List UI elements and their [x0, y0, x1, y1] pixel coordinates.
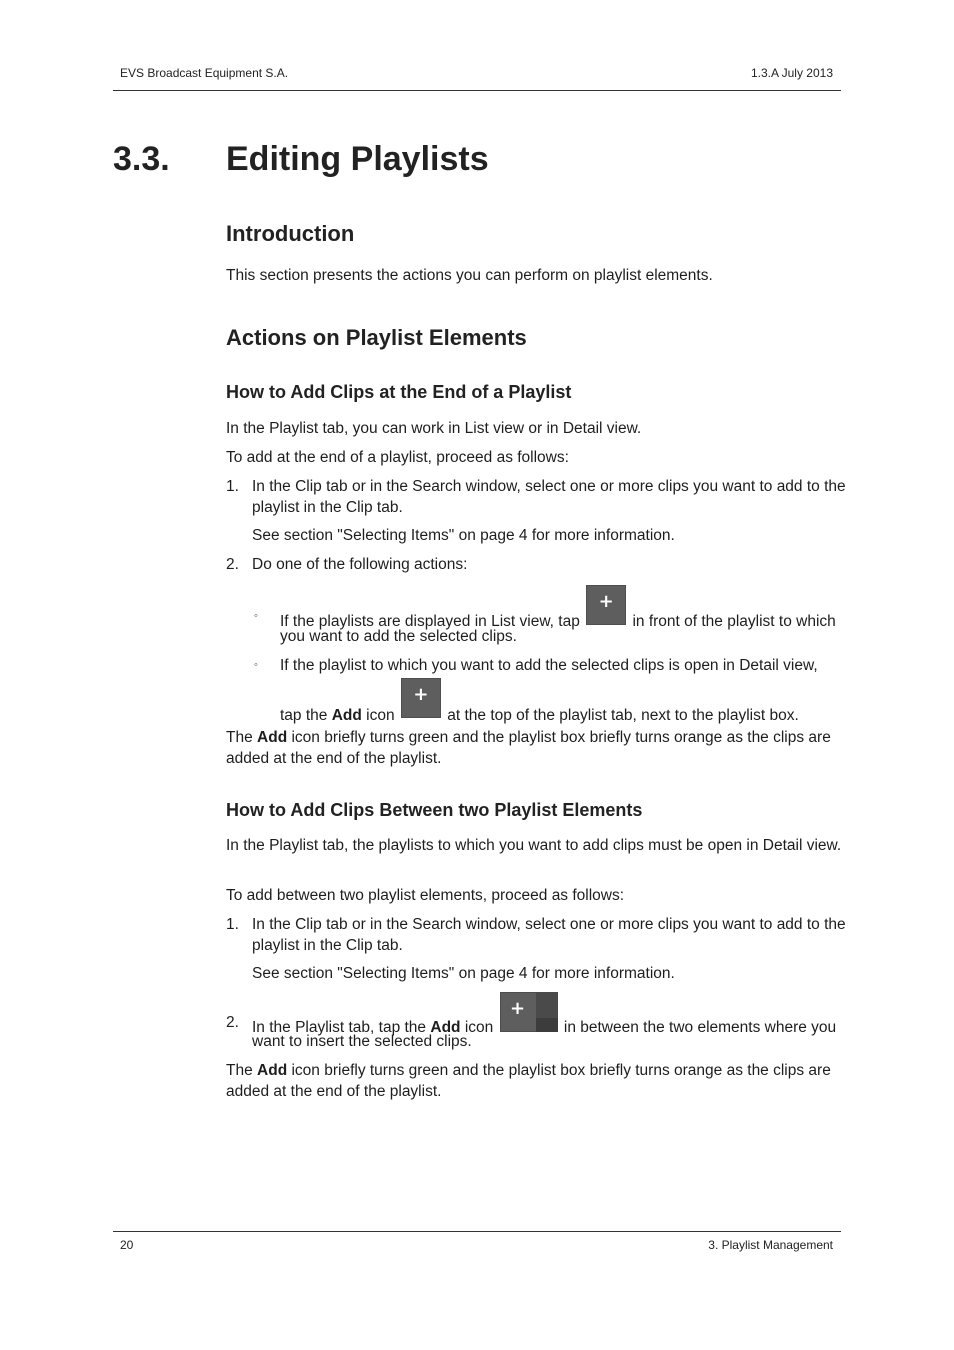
- step-number: 2.: [226, 556, 239, 573]
- add-end-step1-see: See section "Selecting Items" on page 4 for more information.: [252, 527, 675, 544]
- footer-section: 3. Playlist Management: [708, 1238, 833, 1252]
- add-end-step1: In the Clip tab or in the Search window, select one or more clips you want to add to the playlist in the Clip tab.: [252, 478, 846, 516]
- add-between-p1: In the Playlist tab, the playlists to which you want to add clips must be open in Detail view.: [226, 837, 842, 854]
- add-icon[interactable]: +: [586, 585, 626, 625]
- header-company: EVS Broadcast Equipment S.A.: [120, 66, 289, 80]
- add-bold: Add: [257, 1062, 288, 1079]
- chapter-number: 3.3.: [113, 140, 170, 178]
- add-end-bullet2-line1: If the playlist to which you want to add the selected clips is open in Detail view,: [280, 657, 818, 674]
- add-between-step2-line2: want to insert the selected clips.: [252, 1033, 472, 1050]
- add-end-bullet1: [280, 586, 846, 630]
- header-version: 1.3.A July 2013: [750, 66, 833, 80]
- actions-heading: Actions on Playlist Elements: [226, 325, 527, 350]
- add-end-step2: Do one of the following actions:: [252, 556, 468, 573]
- bullet1-post-a: in front of the playlist to which: [632, 613, 836, 630]
- bullet1-pre: If the playlists are displayed in List view, tap: [280, 613, 580, 630]
- step-number: 2.: [226, 1014, 239, 1031]
- add-end-p2: To add at the end of a playlist, proceed as follows:: [226, 449, 569, 466]
- bullet-mark: ◦: [254, 659, 258, 671]
- add-between-step1-see: See section "Selecting Items" on page 4 for more information.: [252, 965, 675, 982]
- bullet1-post-b: you want to add the selected clips.: [280, 628, 517, 645]
- add-icon[interactable]: +: [500, 992, 558, 1032]
- add-end-p1: In the Playlist tab, you can work in List view or in Detail view.: [226, 420, 642, 437]
- step-number: 1.: [226, 478, 239, 495]
- add-between-step1: In the Clip tab or in the Search window, select one or more clips you want to add to the playlist in the Clip tab.: [252, 916, 846, 954]
- add-bold: Add: [430, 1019, 461, 1036]
- step-number: 1.: [226, 916, 239, 933]
- header-rule: [113, 90, 841, 91]
- add-bold: Add: [331, 707, 362, 724]
- add-end-heading: How to Add Clips at the End of a Playlist: [226, 382, 572, 402]
- add-end-result: The Add icon briefly turns green and the playlist box briefly turns orange as the clips are added at the end of the playlist.: [226, 729, 831, 767]
- page-title: Editing Playlists: [226, 140, 489, 178]
- add-between-step2-line1: In the Playlist tab, tap the Add icon + in between the two elements where you: [252, 992, 846, 1032]
- add-between-result: The Add icon briefly turns green and the playlist box briefly turns orange as the clips are added at the end of the playlist.: [226, 1062, 831, 1100]
- add-end-bullet2-line2: tap the Add icon + at the top of the playlist tab, next to the playlist box.: [280, 678, 846, 718]
- add-between-heading: How to Add Clips Between two Playlist Elements: [226, 800, 643, 820]
- add-bold: Add: [257, 729, 288, 746]
- page-number: 20: [120, 1238, 134, 1252]
- intro-heading: Introduction: [226, 221, 355, 246]
- footer-rule: [113, 1231, 841, 1232]
- intro-text: This section presents the actions you can perform on playlist elements.: [226, 267, 713, 284]
- add-icon[interactable]: +: [401, 678, 441, 718]
- add-between-p2: To add between two playlist elements, proceed as follows:: [226, 887, 625, 904]
- bullet-mark: ◦: [254, 610, 258, 622]
